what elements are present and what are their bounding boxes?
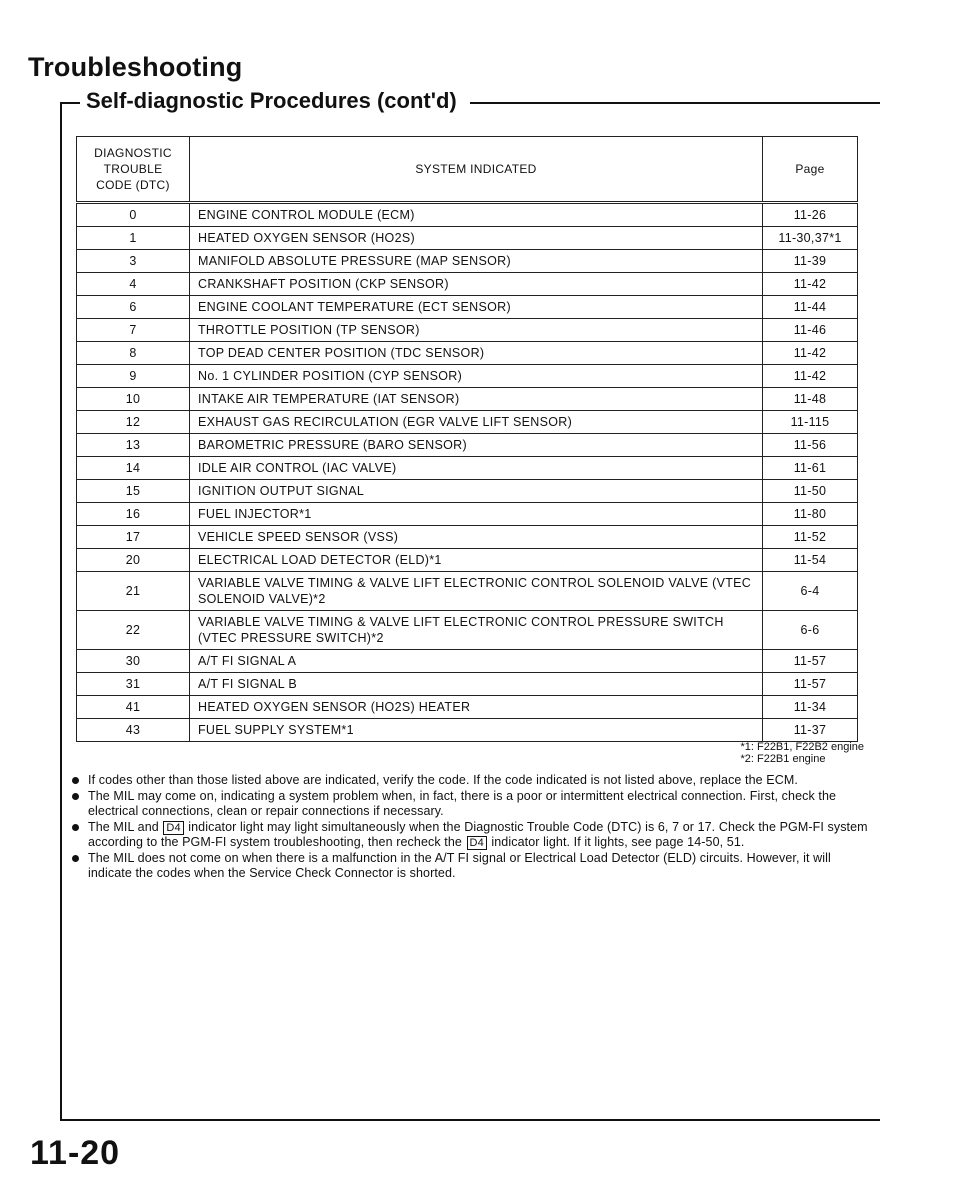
header-rule-right	[470, 102, 880, 104]
page-ref-cell: 11-42	[763, 342, 858, 365]
note-text: indicator light. If it lights, see page 14-50, 51.	[491, 835, 745, 849]
page-ref-cell: 11-115	[763, 411, 858, 434]
section-subtitle: Self-diagnostic Procedures (cont'd)	[86, 88, 465, 114]
page-ref-cell: 6-6	[763, 611, 858, 650]
footnote-1: *1: F22B1, F22B2 engine	[740, 741, 864, 753]
system-cell: TOP DEAD CENTER POSITION (TDC SENSOR)	[190, 342, 763, 365]
system-cell: ENGINE COOLANT TEMPERATURE (ECT SENSOR)	[190, 296, 763, 319]
table-header-row	[77, 137, 858, 203]
page-ref-cell: 11-57	[763, 673, 858, 696]
dtc-code-cell: 16	[77, 503, 190, 526]
note-text: The MIL and	[88, 819, 159, 834]
footnote-2: *2: F22B1 engine	[740, 753, 826, 765]
system-cell: ELECTRICAL LOAD DETECTOR (ELD)*1	[190, 549, 763, 572]
table-row	[77, 457, 858, 480]
bullet-icon	[72, 824, 79, 831]
page-ref-cell: 11-54	[763, 549, 858, 572]
table-row	[77, 572, 858, 611]
table-row	[77, 611, 858, 650]
page-ref-cell: 11-48	[763, 388, 858, 411]
section-header	[60, 88, 880, 118]
dtc-code-cell: 10	[77, 388, 190, 411]
table-row	[77, 526, 858, 549]
dtc-code-cell: 3	[77, 250, 190, 273]
page-ref-cell: 11-46	[763, 319, 858, 342]
notes-list	[70, 773, 870, 882]
system-cell: BAROMETRIC PRESSURE (BARO SENSOR)	[190, 434, 763, 457]
dtc-code-cell: 8	[77, 342, 190, 365]
system-cell: FUEL SUPPLY SYSTEM*1	[190, 719, 763, 742]
table-row	[77, 273, 858, 296]
page-ref-cell: 11-42	[763, 273, 858, 296]
column-header-dtc: DIAGNOSTIC TROUBLE CODE (DTC)	[77, 137, 190, 203]
note-item	[70, 820, 870, 851]
table-row	[77, 319, 858, 342]
table-row	[77, 296, 858, 319]
page-ref-cell: 11-44	[763, 296, 858, 319]
table-row	[77, 673, 858, 696]
dtc-code-cell: 20	[77, 549, 190, 572]
page-ref-cell: 11-37	[763, 719, 858, 742]
footnotes	[740, 741, 864, 765]
page-ref-cell: 11-80	[763, 503, 858, 526]
page-title: Troubleshooting	[28, 52, 243, 82]
dtc-code-cell: 12	[77, 411, 190, 434]
system-cell: IGNITION OUTPUT SIGNAL	[190, 480, 763, 503]
page-ref-cell: 6-4	[763, 572, 858, 611]
dtc-code-cell: 15	[77, 480, 190, 503]
table-row	[77, 719, 858, 742]
note-item	[70, 773, 870, 789]
table-row	[77, 503, 858, 526]
dtc-code-cell: 41	[77, 696, 190, 719]
dtc-code-cell: 43	[77, 719, 190, 742]
dtc-code-cell: 0	[77, 203, 190, 227]
page-ref-cell: 11-61	[763, 457, 858, 480]
page-ref-cell: 11-34	[763, 696, 858, 719]
table-row	[77, 480, 858, 503]
column-header-page: Page	[763, 137, 858, 203]
table-row	[77, 696, 858, 719]
dtc-code-cell: 13	[77, 434, 190, 457]
frame-left-rule	[60, 103, 62, 1120]
header-rule-left	[60, 102, 80, 104]
table-row	[77, 342, 858, 365]
table-row	[77, 227, 858, 250]
system-cell: No. 1 CYLINDER POSITION (CYP SENSOR)	[190, 365, 763, 388]
bullet-icon	[72, 793, 79, 800]
dtc-code-cell: 6	[77, 296, 190, 319]
page-ref-cell: 11-26	[763, 203, 858, 227]
page-ref-cell: 11-50	[763, 480, 858, 503]
dtc-code-cell: 17	[77, 526, 190, 549]
note-text: The MIL does not come on when there is a malfunction in the A/T FI signal or Electrical Load Detector (ELD) circuits. However, it will indicate the codes when the Service Check Connector is shorted.	[88, 850, 831, 880]
note-item	[70, 851, 870, 882]
system-cell: A/T FI SIGNAL B	[190, 673, 763, 696]
page-ref-cell: 11-39	[763, 250, 858, 273]
frame-bottom-rule	[60, 1119, 880, 1121]
system-cell: A/T FI SIGNAL A	[190, 650, 763, 673]
table-row	[77, 411, 858, 434]
system-cell: HEATED OXYGEN SENSOR (HO2S) HEATER	[190, 696, 763, 719]
system-cell: CRANKSHAFT POSITION (CKP SENSOR)	[190, 273, 763, 296]
dtc-code-cell: 22	[77, 611, 190, 650]
system-cell: VARIABLE VALVE TIMING & VALVE LIFT ELECTRONIC CONTROL PRESSURE SWITCH (VTEC PRESSURE SWITCH)*2	[190, 611, 763, 650]
note-text: The MIL may come on, indicating a system problem when, in fact, there is a poor or intermittent electrical connection. First, check the electrical connections, clean or repair connections if necessary.	[88, 788, 837, 818]
bullet-icon	[72, 855, 79, 862]
table-row	[77, 549, 858, 572]
note-text: indicator light may light simultaneously when the Diagnostic Trouble Code (DTC) is 6, 7 or 17. Check the PGM-FI system according to the PGM-FI system troubleshooting, then recheck the	[88, 819, 868, 849]
column-header-system: SYSTEM INDICATED	[190, 137, 763, 203]
dtc-code-cell: 14	[77, 457, 190, 480]
page-number: 11-20	[30, 1134, 121, 1172]
dtc-code-cell: 30	[77, 650, 190, 673]
dtc-code-cell: 1	[77, 227, 190, 250]
table-row	[77, 365, 858, 388]
table-row	[77, 388, 858, 411]
system-cell: HEATED OXYGEN SENSOR (HO2S)	[190, 227, 763, 250]
system-cell: ENGINE CONTROL MODULE (ECM)	[190, 203, 763, 227]
system-cell: VARIABLE VALVE TIMING & VALVE LIFT ELECTRONIC CONTROL SOLENOID VALVE (VTEC SOLENOID VALVE)*2	[190, 572, 763, 611]
dtc-code-cell: 31	[77, 673, 190, 696]
dtc-code-cell: 7	[77, 319, 190, 342]
page-ref-cell: 11-57	[763, 650, 858, 673]
page-ref-cell: 11-56	[763, 434, 858, 457]
note-text: If codes other than those listed above are indicated, verify the code. If the code indicated is not listed above, replace the ECM.	[88, 773, 798, 787]
system-cell: FUEL INJECTOR*1	[190, 503, 763, 526]
note-item	[70, 789, 870, 820]
table-row	[77, 650, 858, 673]
system-cell: VEHICLE SPEED SENSOR (VSS)	[190, 526, 763, 549]
page-ref-cell: 11-42	[763, 365, 858, 388]
page-ref-cell: 11-52	[763, 526, 858, 549]
dtc-table	[76, 136, 858, 742]
system-cell: THROTTLE POSITION (TP SENSOR)	[190, 319, 763, 342]
d4-indicator-icon: D4	[467, 836, 487, 850]
page-ref-cell: 11-30,37*1	[763, 227, 858, 250]
table-row	[77, 250, 858, 273]
system-cell: INTAKE AIR TEMPERATURE (IAT SENSOR)	[190, 388, 763, 411]
system-cell: MANIFOLD ABSOLUTE PRESSURE (MAP SENSOR)	[190, 250, 763, 273]
bullet-icon	[72, 777, 79, 784]
dtc-code-cell: 9	[77, 365, 190, 388]
d4-indicator-icon: D4	[163, 821, 183, 835]
dtc-code-cell: 4	[77, 273, 190, 296]
table-row	[77, 434, 858, 457]
dtc-code-cell: 21	[77, 572, 190, 611]
system-cell: EXHAUST GAS RECIRCULATION (EGR VALVE LIFT SENSOR)	[190, 411, 763, 434]
table-row	[77, 203, 858, 227]
system-cell: IDLE AIR CONTROL (IAC VALVE)	[190, 457, 763, 480]
